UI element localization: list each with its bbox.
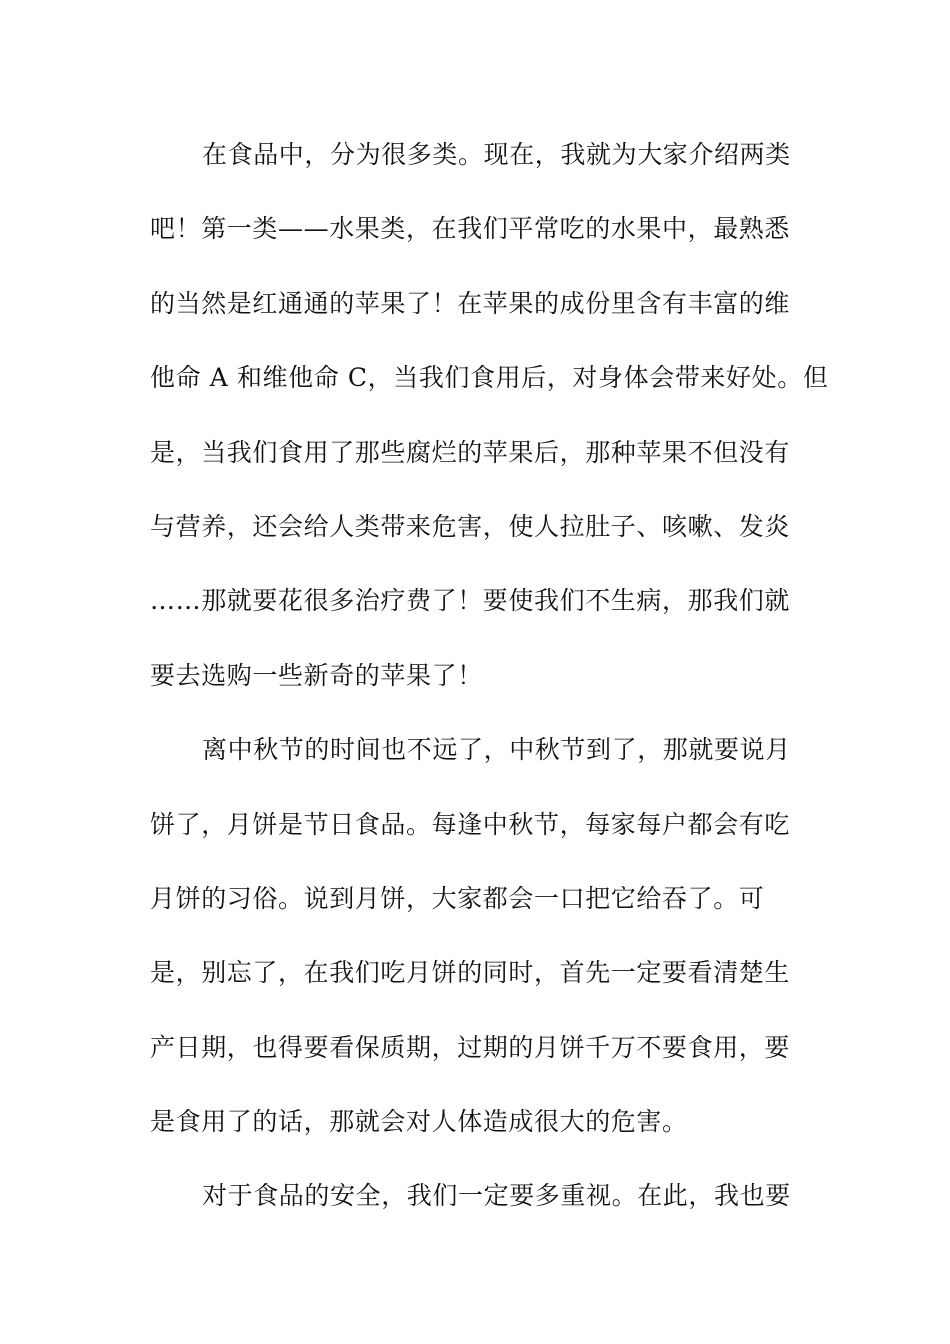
paragraph-1-line-4: 他命 A 和维他命 C，当我们食用后，对身体会带来好处。但 — [150, 363, 829, 393]
paragraph-2-line-3: 月饼的习俗。说到月饼，大家都会一口把它给吞了。可 — [150, 883, 765, 913]
document-body — [150, 118, 829, 1234]
paragraph-1-line-7: ……那就要花很多治疗费了！要使我们不生病，那我们就 — [150, 586, 791, 616]
paragraph-1-line-5: 是，当我们食用了那些腐烂的苹果后，那种苹果不但没有 — [150, 437, 791, 467]
paragraph-1-line-2: 吧！第一类——水果类，在我们平常吃的水果中，最熟悉 — [150, 214, 791, 244]
paragraph-2-line-5: 产日期，也得要看保质期，过期的月饼千万不要食用，要 — [150, 1032, 791, 1062]
paragraph-1-line-1: 在食品中，分为很多类。现在，我就为大家介绍两类 — [202, 140, 791, 169]
paragraph-2-line-6: 是食用了的话，那就会对人体造成很大的危害。 — [150, 1107, 688, 1137]
paragraph-2-line-2: 饼了，月饼是节日食品。每逢中秋节，每家每户都会有吃 — [150, 809, 791, 839]
paragraph-2-line-4: 是，别忘了，在我们吃月饼的同时，首先一定要看清楚生 — [150, 958, 791, 988]
paragraph-3-line-1: 对于食品的安全，我们一定要多重视。在此，我也要 — [202, 1181, 791, 1211]
paragraph-1-line-3: 的当然是红通通的苹果了！在苹果的成份里含有丰富的维 — [150, 288, 791, 318]
paragraph-2-line-1: 离中秋节的时间也不远了，中秋节到了，那就要说月 — [202, 735, 791, 765]
paragraph-1-line-6: 与营养，还会给人类带来危害，使人拉肚子、咳嗽、发炎 — [150, 511, 791, 541]
paragraph-1-line-8: 要去选购一些新奇的苹果了！ — [150, 660, 483, 690]
